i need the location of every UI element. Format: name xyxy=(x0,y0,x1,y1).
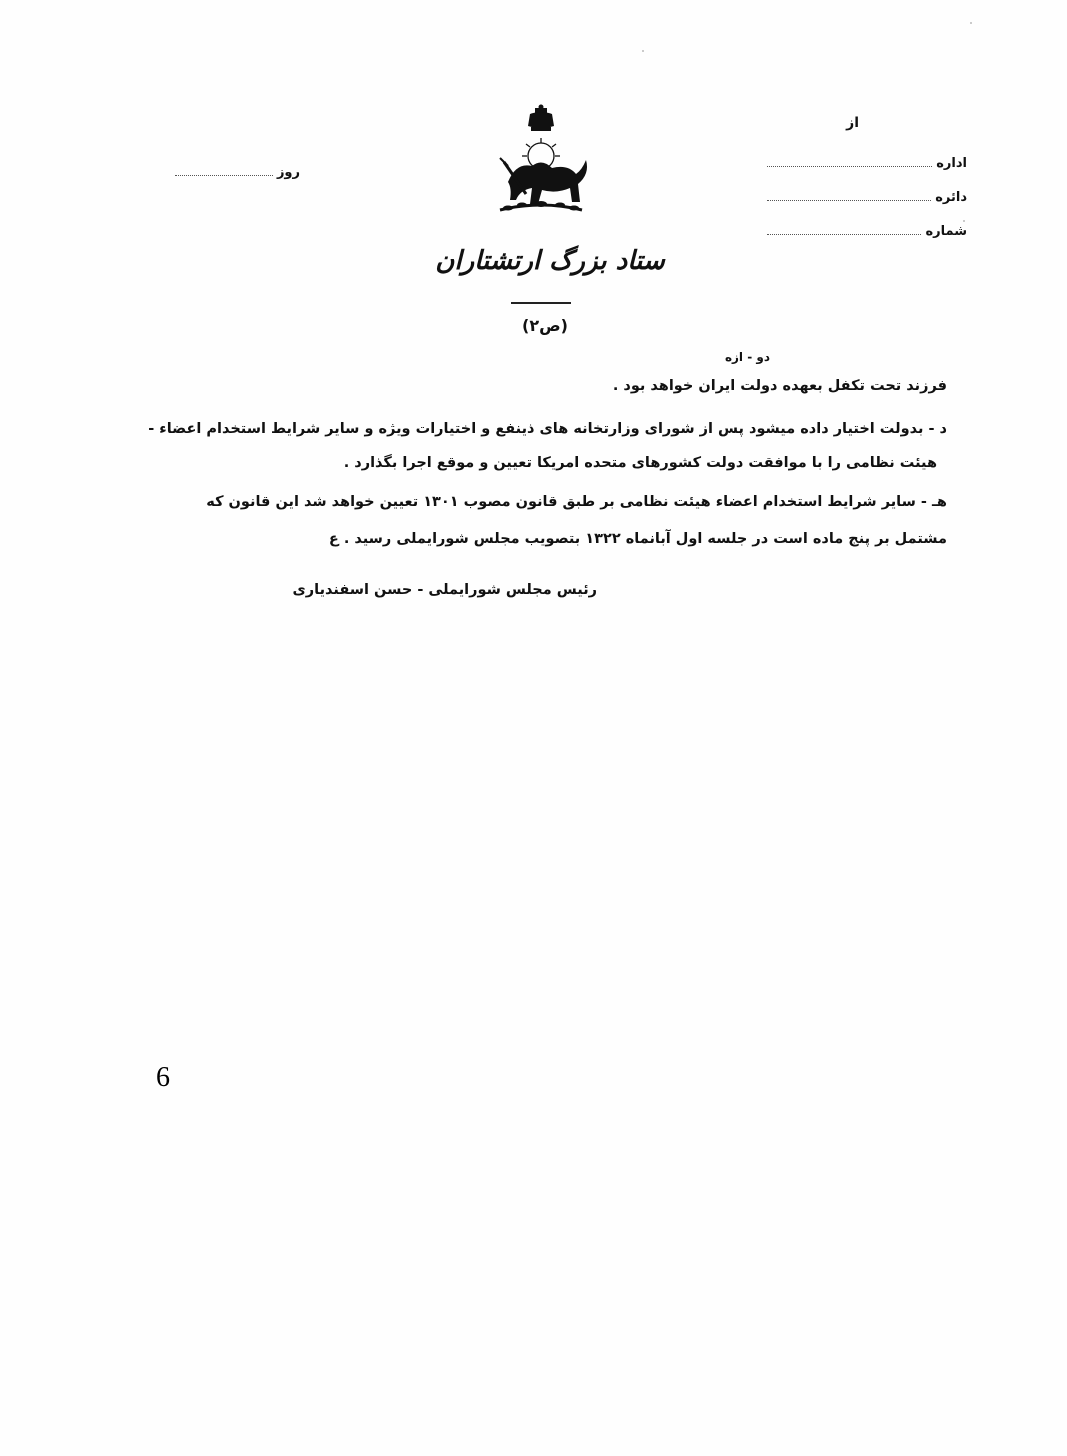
page-number: 6 xyxy=(156,1062,170,1093)
department-blank xyxy=(767,166,932,167)
office-label: دائره xyxy=(935,190,967,205)
number-blank xyxy=(767,234,921,235)
page-reference: (ص۲) xyxy=(522,316,568,335)
office-blank xyxy=(767,200,931,201)
title-divider xyxy=(511,302,571,304)
body-line: فرزند تحت تکفل بعهده دولت ایران خواهد بود . xyxy=(612,378,947,394)
number-field xyxy=(767,220,967,238)
date-label: روز xyxy=(276,165,300,180)
signature-line: رئیس مجلس شورایملی - حسن اسفندیاری xyxy=(292,582,597,598)
from-label: از xyxy=(846,115,859,131)
body-line: مشتمل بر پنج ماده است در جلسه اول آبانماه ۱۳۲۲ بتصویب مجلس شورایملی رسید . ع xyxy=(328,531,947,547)
scan-speck xyxy=(970,22,972,24)
department-label: اداره xyxy=(936,156,967,171)
date-blank xyxy=(175,175,273,176)
scan-speck xyxy=(642,50,644,52)
department-field xyxy=(767,152,967,170)
body-line: د - بدولت اختیار داده میشود پس از شورای وزارتخانه های ذینفع و اختیارات ویژه و سایر شرایط استخدام اعضاء - xyxy=(148,421,947,437)
body-line: هـ - سایر شرایط استخدام اعضاء هیئت نظامی بر طبق قانون مصوب ۱۳۰۱ تعیین خواهد شد این قانون که xyxy=(206,494,947,510)
number-label: شماره xyxy=(925,224,967,239)
date-field xyxy=(175,160,300,180)
body-line: هیئت نظامی را با موافقت دولت کشورهای متحده امریکا تعیین و موقع اجرا بگذارد . xyxy=(343,455,937,471)
organization-title: ستاد بزرگ ارتشتاران xyxy=(435,246,665,276)
continuation-label: دو - ازه xyxy=(724,350,770,364)
office-field xyxy=(767,186,967,204)
lion-and-sun-emblem-icon xyxy=(486,104,596,222)
